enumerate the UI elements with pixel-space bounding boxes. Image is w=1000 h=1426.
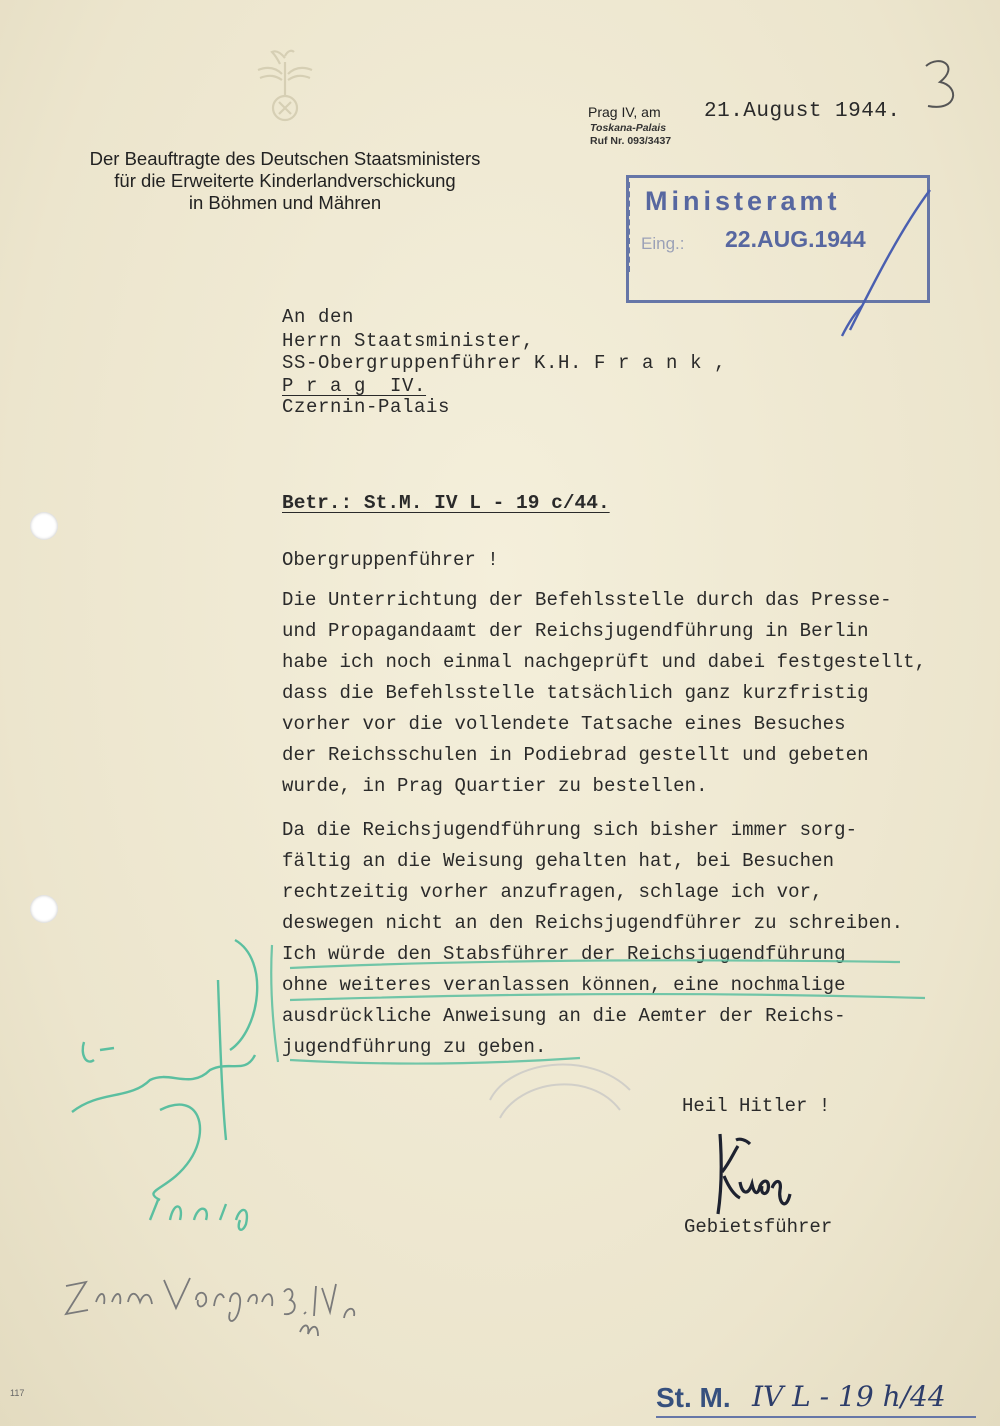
paragraph-line: ohne weiteres veranlassen können, eine nochmalige [282, 974, 846, 996]
punch-hole-bottom [30, 895, 58, 923]
paragraph-line: ausdrückliche Anweisung an die Aemter der Reichs- [282, 1005, 846, 1027]
sender-line-2: für die Erweiterte Kinderlandverschickung [114, 170, 456, 191]
paragraph-line: Die Unterrichtung der Befehlsstelle durch das Presse- [282, 589, 892, 611]
paragraph-line: habe ich noch einmal nachgeprüft und dabei festgestellt, [282, 651, 927, 673]
address-line-5: Czernin-Palais [282, 396, 451, 418]
paragraph-line: Da die Reichsjugendführung sich bisher immer sorg- [282, 819, 858, 841]
sender-line-3: in Böhmen und Mähren [188, 192, 382, 213]
signature-rank: Gebietsführer [684, 1216, 833, 1238]
punch-hole-top [30, 512, 58, 540]
green-handwriting-icon [70, 1020, 300, 1240]
paragraph-line: dass die Befehlsstelle tatsächlich ganz kurzfristig [282, 682, 869, 704]
reference-stamp: St. M. [656, 1382, 731, 1413]
paragraph-line: rechtzeitig vorher anzufragen, schlage ich vor, [282, 881, 823, 903]
phone-number: Ruf Nr. 093/3437 [590, 135, 672, 147]
salutation: Obergruppenführer ! [282, 549, 499, 571]
letter-date: 21.August 1944. [704, 100, 901, 123]
sender-line-1: Der Beauftragte des Deutschen Staatsministers [89, 148, 481, 169]
paragraph-line: fältig an die Weisung gehalten hat, bei Besuchen [282, 850, 835, 872]
handwritten-signature-icon [700, 1132, 800, 1217]
paragraph-line: der Reichsschulen in Podiebrad gestellt und gebeten [282, 744, 869, 766]
reference-underline [656, 1416, 976, 1418]
reference-handwritten: IV L - 19 h/44 [752, 1380, 946, 1413]
paragraph-line: deswegen nicht an den Reichsjugendführer zu schreiben. [282, 912, 904, 934]
address-line-3: SS-Obergruppenführer K.H. F r a n k , [282, 352, 727, 374]
stamp-prefix: Eing.: [641, 234, 685, 253]
address-line-4: P r a g IV. [282, 375, 427, 397]
pencil-margin-note [60, 1262, 360, 1352]
stamp-title: Ministeramt [645, 186, 841, 216]
paragraph-line: wurde, in Prag Quartier zu bestellen. [282, 775, 708, 797]
paragraph-line: und Propagandaamt der Reichsjugendführung in Berlin [282, 620, 869, 642]
pencil-handwriting-icon [60, 1262, 360, 1352]
stamp-date: 22.AUG.1944 [725, 226, 866, 252]
paragraph-line: vorher vor die vollendete Tatsache eines Besuches [282, 713, 846, 735]
green-margin-note [70, 1020, 300, 1240]
address-line-2: Herrn Staatsminister, [282, 330, 535, 352]
place-label: Prag IV, am [588, 104, 661, 120]
closing-greeting: Heil Hitler ! [682, 1095, 831, 1117]
faint-round-stamp-icon [470, 1040, 650, 1130]
paragraph-line: Ich würde den Stabsführer der Reichsjugendführung [282, 943, 846, 965]
paragraph-line: jugendführung zu geben. [282, 1036, 547, 1058]
address-line-1: An den [282, 306, 355, 328]
footer-mark: 117 [10, 1388, 25, 1398]
building-name: Toskana-Palais [590, 122, 667, 134]
subject-line: Betr.: St.M. IV L - 19 c/44. [282, 492, 610, 514]
